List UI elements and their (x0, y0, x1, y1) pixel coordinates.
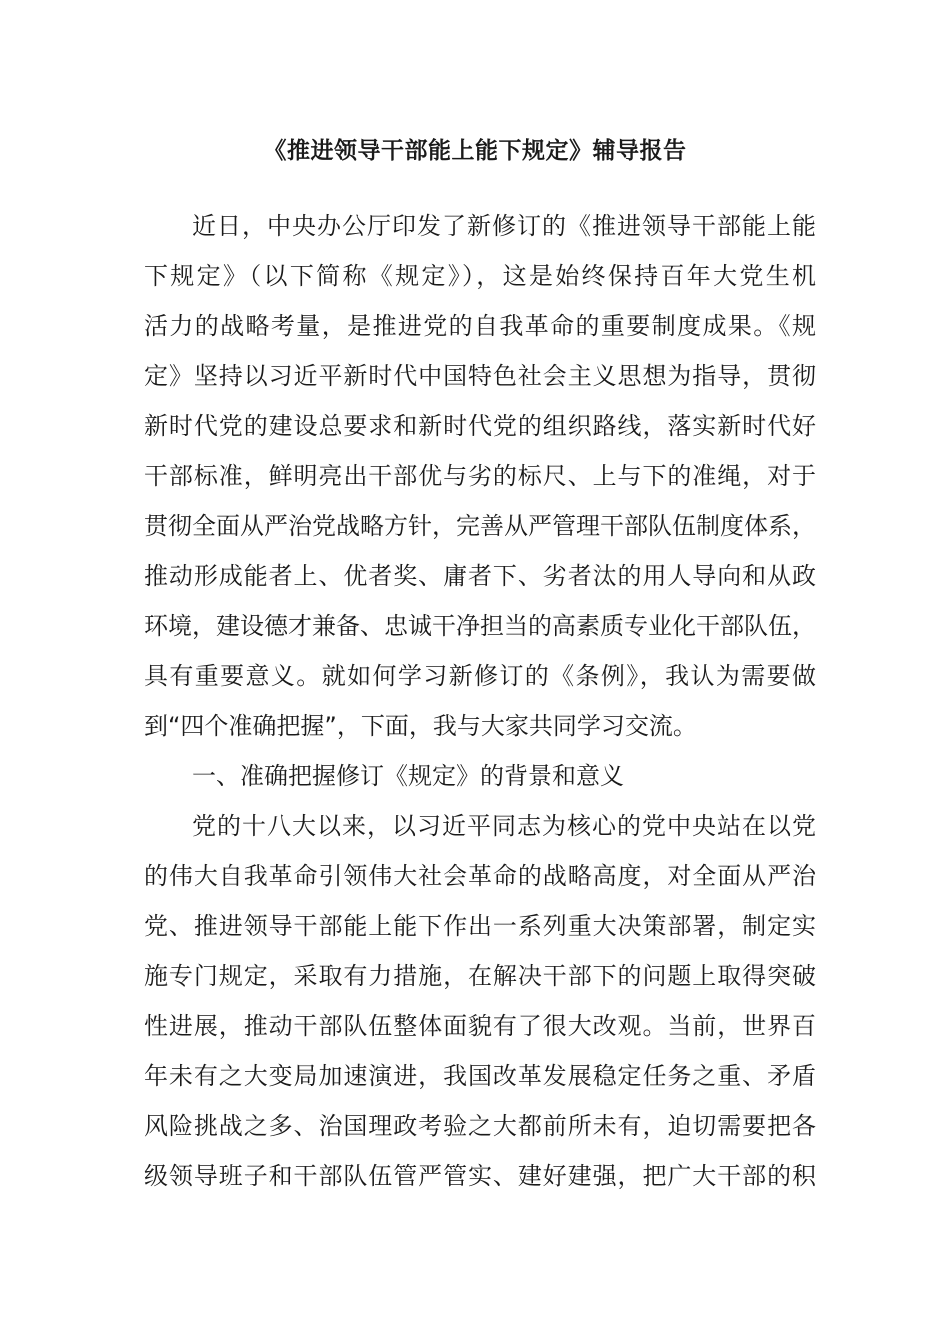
paragraph-2-line-3: 党、推进领导干部能上能下作出一系列重大决策部署，制定实 (144, 912, 816, 940)
paragraph-2-line-5: 性进展，推动干部队伍整体面貌有了很大改观。当前，世界百 (144, 1012, 816, 1040)
paragraph-1-line-11: 到“四个准确把握”，下面，我与大家共同学习交流。 (144, 712, 697, 740)
paragraph-2-line-7: 风险挑战之多、治国理政考验之大都前所未有，迫切需要把各 (144, 1112, 816, 1140)
paragraph-1-line-10: 具有重要意义。就如何学习新修订的《条例》，我认为需要做 (144, 662, 816, 690)
paragraph-2-line-1: 党的十八大以来，以习近平同志为核心的党中央站在以党 (192, 812, 816, 840)
paragraph-2-line-4: 施专门规定，采取有力措施，在解决干部下的问题上取得突破 (144, 962, 816, 990)
paragraph-1-line-3: 活力的战略考量，是推进党的自我革命的重要制度成果。《规 (144, 312, 816, 340)
paragraph-1-line-1: 近日，中央办公厅印发了新修订的《推进领导干部能上能 (192, 212, 816, 240)
paragraph-1-line-9: 环境，建设德才兼备、忠诚干净担当的高素质专业化干部队伍， (144, 612, 816, 640)
paragraph-1-line-7: 贯彻全面从严治党战略方针，完善从严管理干部队伍制度体系， (144, 512, 816, 540)
paragraph-1-line-6: 干部标准，鲜明亮出干部优与劣的标尺、上与下的准绳，对于 (144, 462, 816, 490)
section-heading-1: 一、准确把握修订《规定》的背景和意义 (192, 762, 624, 790)
paragraph-1-line-5: 新时代党的建设总要求和新时代党的组织路线，落实新时代好 (144, 412, 816, 440)
paragraph-2-line-6: 年未有之大变局加速演进，我国改革发展稳定任务之重、矛盾 (144, 1062, 816, 1090)
document-title: 《推进领导干部能上能下规定》辅导报告 (263, 138, 687, 164)
paragraph-2-line-8: 级领导班子和干部队伍管严管实、建好建强，把广大干部的积 (144, 1162, 816, 1190)
paragraph-2-line-2: 的伟大自我革命引领伟大社会革命的战略高度，对全面从严治 (144, 862, 816, 890)
paragraph-1-line-8: 推动形成能者上、优者奖、庸者下、劣者汰的用人导向和从政 (144, 562, 816, 590)
paragraph-1-line-2: 下规定》（以下简称《规定》），这是始终保持百年大党生机 (144, 262, 816, 290)
paragraph-1-line-4: 定》坚持以习近平新时代中国特色社会主义思想为指导，贯彻 (144, 362, 816, 390)
